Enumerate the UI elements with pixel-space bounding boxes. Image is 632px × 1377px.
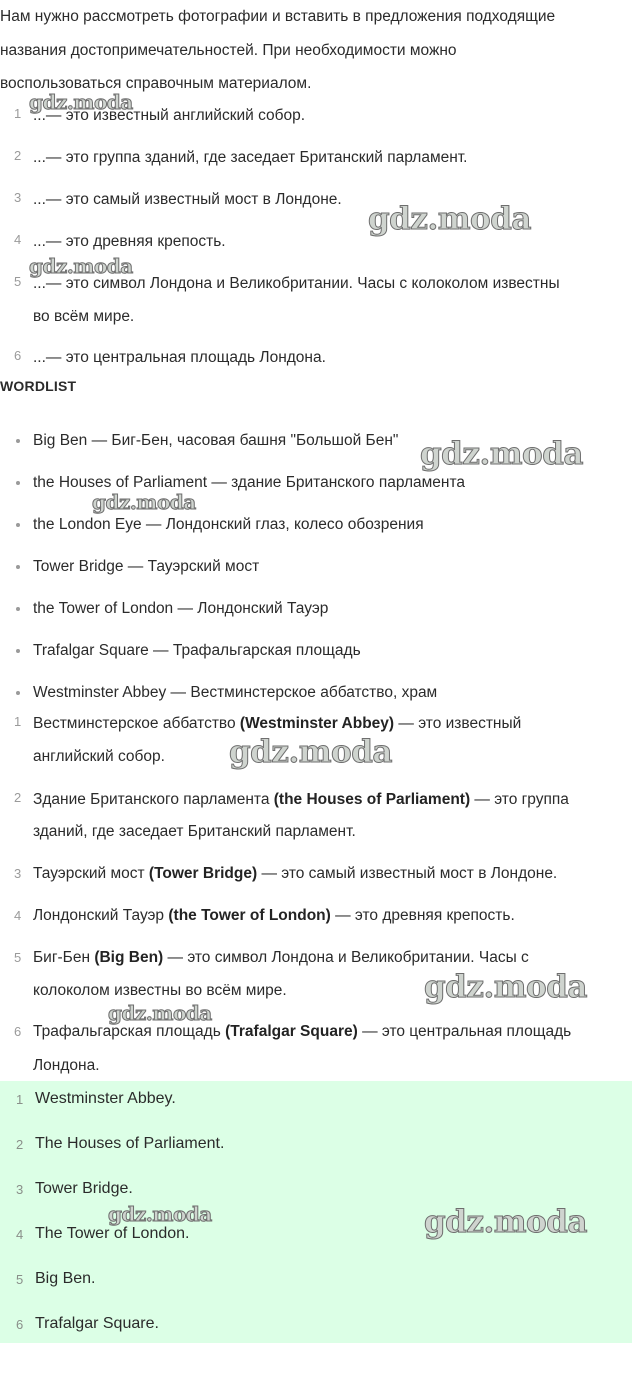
bullet-icon [16, 607, 20, 611]
intro-line: названия достопримечательностей. При необходимости можно [0, 41, 457, 59]
question-text: во всём мире. [33, 308, 135, 325]
answer-line: колоколом известны во всём мире. [33, 982, 287, 999]
answer-line [33, 899, 623, 933]
question-number: 4 [14, 232, 22, 247]
answer-number: 5 [16, 1272, 24, 1287]
answer-text: Тауэрский мост [33, 865, 149, 882]
answer-en-text: Trafalgar Square. [35, 1315, 159, 1332]
wordlist-item: Big Ben — Биг-Бен, часовая башня "Большой Бен" [33, 432, 399, 449]
question-number: 1 [14, 106, 22, 121]
watermark-logo: gdz.moda [29, 254, 133, 278]
bullet-icon [16, 439, 20, 443]
question-text: ...— это символ Лондона и Великобритании. Часы с колоколом известны [33, 275, 560, 292]
answer-number: 2 [16, 1137, 24, 1152]
answer-text: Биг-Бен [33, 949, 95, 966]
answer-number: 1 [14, 714, 22, 729]
watermark-logo: gdz.moda [420, 436, 583, 472]
answer-term: (the Houses of Parliament) [273, 791, 471, 808]
question-text: ...— это древняя крепость. [33, 233, 226, 250]
watermark-logo: gdz.moda [229, 734, 392, 770]
wordlist-item: the London Eye — Лондонский глаз, колесо обозрения [33, 516, 424, 533]
answer-text: — это группа [470, 791, 569, 808]
question-text: ...— это группа зданий, где заседает Британский парламент. [33, 149, 468, 166]
bullet-icon [16, 481, 20, 485]
answer-number: 1 [16, 1092, 24, 1107]
answer-number: 3 [16, 1182, 24, 1197]
answer-en-text: Westminster Abbey. [35, 1090, 176, 1107]
answer-en-text: The Houses of Parliament. [35, 1135, 225, 1152]
answer-term: (Big Ben) [94, 949, 164, 966]
answer-en-text: Tower Bridge. [35, 1180, 133, 1197]
question-text: ...— это известный английский собор. [33, 107, 306, 124]
answer-number: 6 [16, 1317, 24, 1332]
answer-en-text: Big Ben. [35, 1270, 96, 1287]
answer-number: 4 [14, 908, 22, 923]
answer-number: 4 [16, 1227, 24, 1242]
answer-text: Лондонский Тауэр [33, 907, 169, 924]
answer-text: Трафальгарская площадь [33, 1023, 226, 1040]
answer-term: (the Tower of London) [168, 907, 331, 924]
intro-line: воспользоваться справочным материалом. [0, 75, 312, 92]
answer-number: 3 [14, 866, 22, 881]
watermark-logo: gdz.moda [368, 201, 531, 237]
answer-text: Вестминстерское аббатство [33, 715, 240, 732]
question-text: ...— это самый известный мост в Лондоне. [33, 191, 342, 208]
answer-line [33, 783, 623, 817]
answer-en-text: The Tower of London. [35, 1225, 190, 1242]
watermark-logo: gdz.moda [108, 1001, 212, 1025]
answer-number: 5 [14, 950, 22, 965]
bullet-icon [16, 649, 20, 653]
answer-term: (Trafalgar Square) [225, 1023, 358, 1040]
answer-text: — это символ Лондона и Великобритании. Часы с [163, 949, 529, 966]
watermark-logo: gdz.moda [92, 490, 196, 514]
answer-line: английский собор. [33, 748, 165, 765]
question-number: 2 [14, 148, 22, 163]
wordlist-item: Trafalgar Square — Трафальгарская площадь [33, 642, 361, 659]
bullet-icon [16, 565, 20, 569]
watermark-logo: gdz.moda [29, 90, 133, 114]
watermark-logo: gdz.moda [108, 1202, 212, 1226]
answer-text: Здание Британского парламента [33, 791, 274, 808]
wordlist-item: the Tower of London — Лондонский Тауэр [33, 600, 329, 617]
answer-text: — это центральная площадь [357, 1023, 572, 1040]
answer-number: 6 [14, 1024, 22, 1039]
watermark-logo: gdz.moda [424, 969, 587, 1005]
intro-paragraph [0, 0, 625, 101]
wordlist-item: Westminster Abbey — Вестминстерское аббатство, храм [33, 684, 438, 701]
question-number: 3 [14, 190, 22, 205]
wordlist-item: Tower Bridge — Тауэрский мост [33, 558, 260, 575]
answer-line: Лондона. [33, 1057, 100, 1074]
answer-number: 2 [14, 790, 22, 805]
question-number: 5 [14, 274, 22, 289]
wordlist-item: the Houses of Parliament — здание Британского парламента [33, 474, 465, 491]
question-number: 6 [14, 348, 22, 363]
question-text: ...— это центральная площадь Лондона. [33, 349, 326, 366]
bullet-icon [16, 523, 20, 527]
intro-line: Нам нужно рассмотреть фотографии и вставить в предложения подходящие [0, 8, 556, 25]
answer-text: — это древняя крепость. [330, 907, 515, 924]
bullet-icon [16, 691, 20, 695]
answer-term: (Westminster Abbey) [239, 715, 395, 732]
answer-text: — это самый известный мост в Лондоне. [257, 865, 558, 882]
answer-line: зданий, где заседает Британский парламент. [33, 823, 356, 840]
wordlist-heading: WORDLIST [0, 378, 77, 394]
watermark-logo: gdz.moda [424, 1204, 587, 1240]
answer-text: — это известный [394, 715, 522, 732]
answer-line [33, 857, 623, 891]
answer-term: (Tower Bridge) [148, 865, 258, 882]
